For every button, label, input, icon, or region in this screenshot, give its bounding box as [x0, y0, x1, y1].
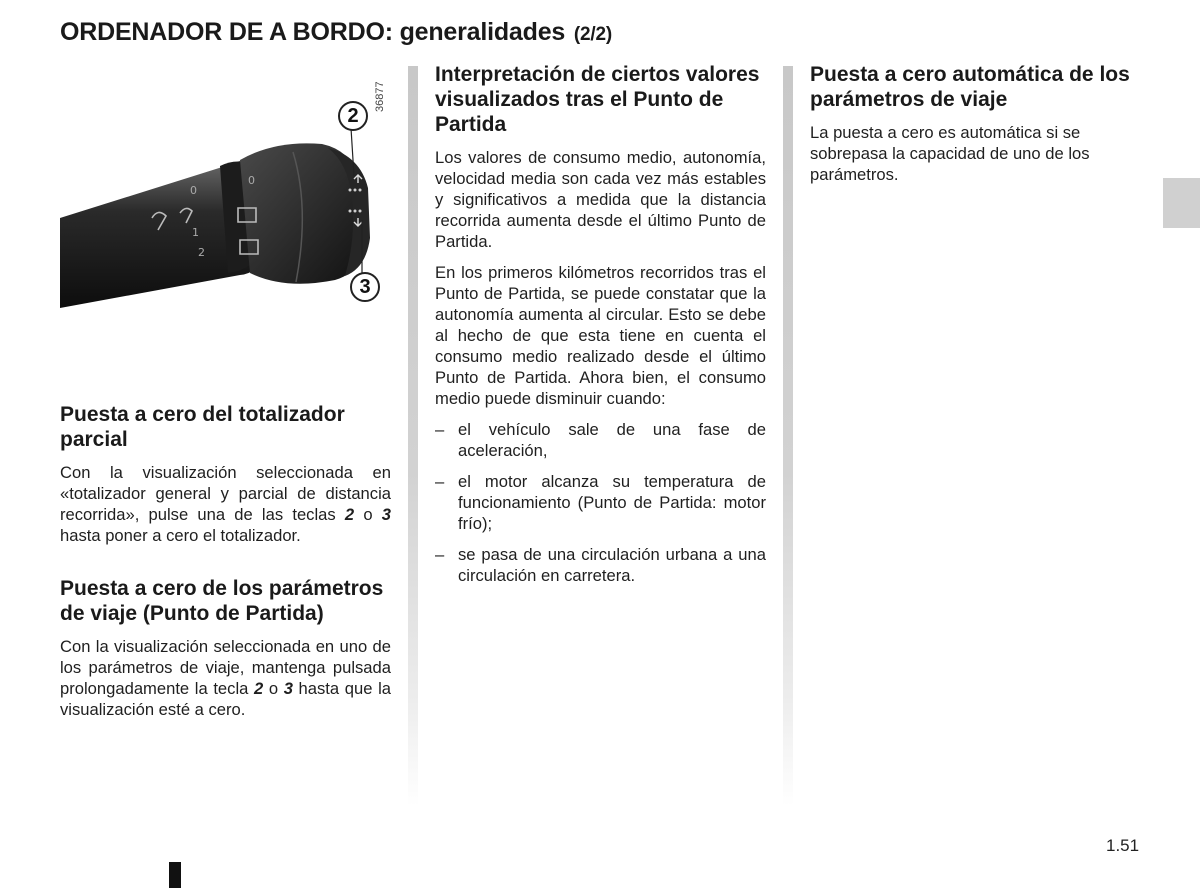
paragraph-2: En los primeros kilómetros recorridos tras el Punto de Partida, se puede constatar que la autonomía aumenta al circular. Esto se debe al hecho de que esta tiene en cuenta el consumo medio realizado desde el último Punto de Partida. Ahora bien, el consumo medio puede disminuir cuando:: [435, 263, 766, 408]
stalk-mark-top: 0: [248, 174, 255, 187]
chapter-tab: [1163, 178, 1200, 228]
stalk-mark-2: 2: [198, 246, 205, 259]
page-title: [60, 18, 612, 47]
callout-2: 2: [338, 101, 368, 131]
list-item: [435, 419, 766, 461]
key-reference: 2: [344, 505, 355, 524]
column-content: [810, 62, 1141, 195]
section-heading: Puesta a cero del totalizador parcial: [60, 403, 345, 451]
text-part: Con la visualización seleccionada en uno de los parámetros de viaje, mantenga pulsada prolongadamente la tecla: [60, 637, 391, 698]
page-number: 1.51: [1106, 836, 1140, 855]
list-item: [435, 471, 766, 534]
list-dash: –: [435, 472, 445, 491]
section-heading: Puesta a cero automática de los parámetros de viaje: [810, 63, 1130, 111]
list-dash: –: [435, 420, 445, 439]
section-heading: Interpretación de ciertos valores visualizados tras el Punto de Partida: [435, 63, 760, 136]
section-heading: Puesta a cero de los parámetros de viaje (Punto de Partida): [60, 577, 384, 625]
section-reset-trip-meter: [60, 402, 391, 556]
text-part: hasta que la visualización esté a cero.: [60, 679, 391, 719]
print-mark: [169, 862, 181, 888]
text-part: o: [354, 505, 382, 524]
section-paragraph: [60, 636, 391, 720]
key-reference: 2: [254, 679, 264, 698]
text-part: hasta poner a cero el totalizador.: [60, 526, 301, 545]
stalk-illustration: [60, 68, 391, 308]
stalk-drawing: [60, 68, 391, 308]
conditions-list: [435, 419, 766, 586]
key-reference: 3: [381, 505, 391, 524]
column-divider-bar: [408, 66, 418, 806]
stalk-mark-1: 1: [192, 226, 199, 239]
stalk-mark-0: 0: [190, 184, 197, 197]
paragraph-1: La puesta a cero es automática si se sobrepasa la capacidad de uno de los parámetros.: [810, 123, 1090, 184]
callout-3: 3: [350, 272, 380, 302]
key-reference: 3: [283, 679, 293, 698]
page-title-text: ORDENADOR DE A BORDO: generalidades: [60, 18, 566, 46]
list-item-text: se pasa de una circulación urbana a una circulación en carretera.: [458, 545, 766, 585]
text-part: Con la visualización seleccionada en «totalizador general y parcial de distancia recorrida», pulse una de las teclas: [60, 463, 391, 524]
list-item-text: el motor alcanza su temperatura de funcionamiento (Punto de Partida: motor frío);: [458, 472, 766, 533]
column-divider-bar: [783, 66, 793, 806]
section-paragraph: [60, 462, 391, 546]
paragraph-1: Los valores de consumo medio, autonomía, velocidad media son cada vez más estables y significativos a medida que la distancia recorrida aumenta desde el último Punto de Partida.: [435, 148, 766, 251]
column-content: [435, 62, 766, 596]
list-item-text: el vehículo sale de una fase de aceleración,: [458, 420, 766, 460]
section-reset-trip-parameters: [60, 576, 391, 730]
list-item: [435, 544, 766, 586]
column-automatic-reset: [783, 62, 1141, 822]
figure-code: 36877: [374, 81, 386, 112]
text-part: o: [263, 679, 284, 698]
page-part-indicator: (2/2): [573, 24, 612, 45]
list-dash: –: [435, 545, 445, 564]
column-interpretation: [408, 62, 766, 822]
